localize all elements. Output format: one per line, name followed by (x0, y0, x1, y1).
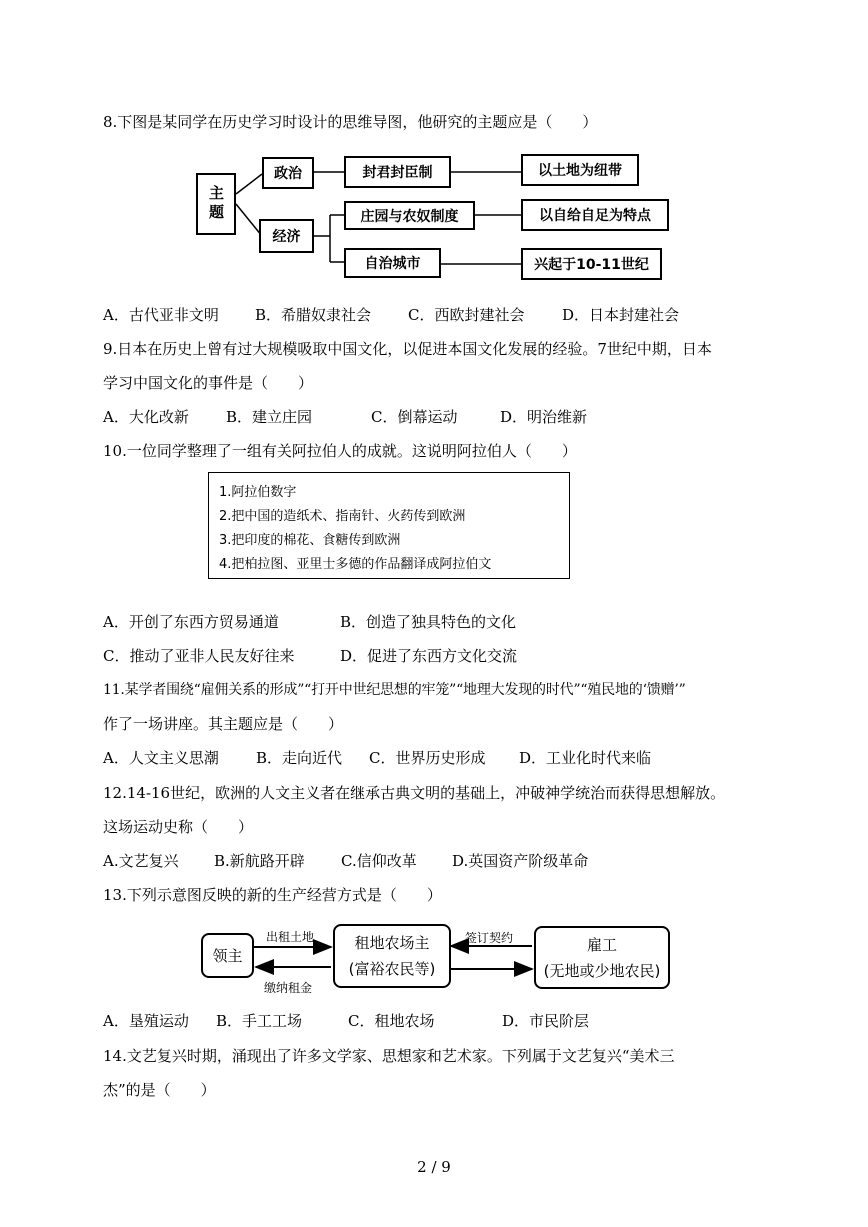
q9-option-a: A．大化改新 (103, 408, 189, 426)
q8-option-c: C．西欧封建社会 (408, 306, 525, 324)
q13-option-b: B．手工工场 (216, 1012, 303, 1030)
q11-option-b: B．走向近代 (256, 749, 343, 767)
q8-option-b: B．希腊奴隶社会 (255, 306, 372, 324)
q13-worker-box (534, 926, 670, 989)
q8-economy-box (259, 219, 314, 253)
q8-manor-label: 庄园与农奴制度 (360, 208, 459, 225)
q13-farmer-sub-label: (富裕农民等) (348, 960, 436, 978)
q8-root-box (196, 173, 236, 235)
q8-manor-note-label: 以自给自足为特点 (539, 208, 651, 224)
q9-option-b: B．建立庄园 (226, 408, 313, 426)
q10-list-item: 2.把中国的造纸术、指南针、火药传到欧洲 (219, 509, 466, 524)
q8-city-note-box (521, 248, 662, 280)
q11-stem-line1: 11.某学者围绕“雇佣关系的形成”“打开中世纪思想的牢笼”“地理大发现的时代”“殖民地的‘馈赠’” (103, 682, 686, 698)
q12-stem-line2: 这场运动史称（ ） (103, 818, 254, 836)
q13-option-d: D．市民阶层 (502, 1012, 590, 1030)
q13-worker-label: 雇工 (586, 935, 617, 954)
q11-option-d: D．工业化时代来临 (519, 749, 652, 767)
page-number: 2 / 9 (417, 1158, 451, 1176)
q10-option-c: C．推动了亚非人民友好往来 (103, 647, 295, 665)
q13-lord-label: 领主 (212, 947, 243, 965)
q10-option-b: B．创造了独具特色的文化 (340, 613, 517, 631)
q13-rent-land-label: 出租土地 (266, 930, 315, 944)
q8-option-d: D．日本封建社会 (562, 306, 680, 324)
q13-worker-sub-label: (无地或少地农民) (543, 961, 661, 980)
q8-fief-note-box (521, 154, 639, 186)
q12-option-d: D.英国资产阶级革命 (452, 852, 589, 870)
q13-farmer-label: 租地农场主 (354, 934, 430, 952)
q8-fief-box (344, 156, 451, 188)
q12-stem-line1: 12.14-16世纪，欧洲的人文主义者在继承古典文明的基础上，冲破神学统治而获得思想解放。 (103, 784, 726, 802)
q12-option-c: C.信仰改革 (341, 852, 417, 870)
q8-politics-box (262, 157, 314, 189)
q8-city-label: 自治城市 (364, 256, 421, 272)
q13-option-a: A．垦殖运动 (103, 1012, 189, 1030)
q8-fief-label: 封君封臣制 (362, 165, 433, 181)
q12-option-b: B.新航路开辟 (214, 852, 305, 870)
q10-option-d: D．促进了东西方文化交流 (340, 647, 518, 665)
q11-option-c: C．世界历史形成 (369, 749, 486, 767)
q14-stem-line2: 杰”的是（ ） (103, 1081, 216, 1099)
q8-manor-note-box (521, 199, 669, 231)
q10-achievement-box (208, 472, 570, 579)
q14-stem-line1: 14.文艺复兴时期，涌现出了许多文学家、思想家和艺术家。下列属于文艺复兴“美术三 (103, 1047, 675, 1065)
q8-politics-label: 政治 (274, 166, 302, 182)
q8-option-a: A．古代亚非文明 (103, 306, 219, 324)
q10-list-item: 4.把柏拉图、亚里士多德的作品翻译成阿拉伯文 (219, 557, 492, 572)
q11-option-a: A．人文主义思潮 (103, 749, 219, 767)
q8-root-label: 主题 (207, 185, 225, 223)
q10-list-item: 3.把印度的棉花、食糖传到欧洲 (219, 533, 401, 548)
q8-city-box (344, 248, 441, 278)
q13-lord-box (201, 933, 254, 978)
q13-contract-label: 签订契约 (465, 931, 514, 945)
q8-economy-label: 经济 (272, 229, 301, 245)
q10-list-item: 1.阿拉伯数字 (219, 485, 297, 500)
q8-fief-note-label: 以土地为纽带 (538, 163, 622, 179)
q13-farmer-box (333, 924, 451, 988)
q9-stem-line2: 学习中国文化的事件是（ ） (103, 374, 314, 392)
q8-manor-box (344, 201, 475, 230)
q13-pay-rent-label: 缴纳租金 (264, 981, 313, 995)
q10-stem: 10.一位同学整理了一组有关阿拉伯人的成就。这说明阿拉伯人（ ） (103, 442, 577, 460)
q10-option-a: A．开创了东西方贸易通道 (103, 613, 279, 631)
q9-option-c: C．倒幕运动 (371, 408, 458, 426)
q9-option-d: D．明治维新 (500, 408, 588, 426)
q13-stem: 13.下列示意图反映的新的生产经营方式是（ ） (103, 886, 442, 904)
q9-stem-line1: 9.日本在历史上曾有过大规模吸取中国文化，以促进本国文化发展的经验。7世纪中期，日本 (103, 340, 712, 358)
q8-stem: 8.下图是某同学在历史学习时设计的思维导图，他研究的主题应是（ ） (103, 113, 598, 131)
q13-option-c: C．租地农场 (348, 1012, 435, 1030)
q8-city-note-label: 兴起于10-11世纪 (534, 257, 649, 273)
q11-stem-line2: 作了一场讲座。其主题应是（ ） (103, 715, 344, 733)
q12-option-a: A.文艺复兴 (103, 852, 179, 870)
